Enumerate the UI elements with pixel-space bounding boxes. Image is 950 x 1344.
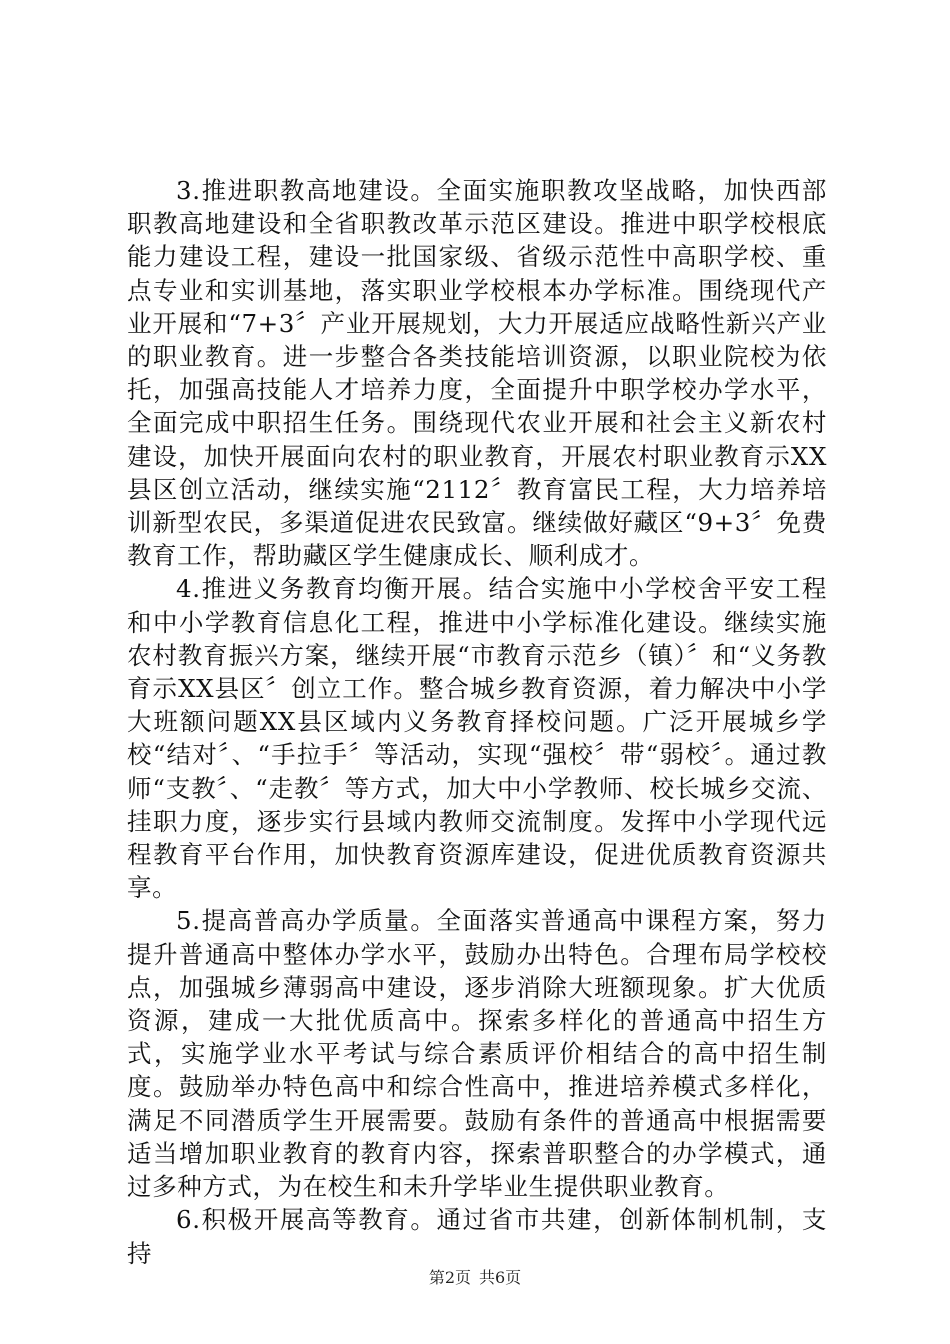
page-total: 共6页: [479, 1268, 522, 1287]
page-footer: [0, 1268, 950, 1288]
paragraph-higher-education: 6.积极开展高等教育。通过省市共建，创新体制机制，支持: [127, 1205, 827, 1268]
paragraph-vocational-education: 3.推进职教高地建设。全面实施职教攻坚战略，加快西部职教高地建设和全省职教改革示范区建设。推进中职学校根底能力建设工程，建设一批国家级、省级示范性中高职学校、重点专业和实训基地，落实职业学校根本办学标准。围绕现代产业开展和“7+3〞产业开展规划，大力开展适应战略性新兴产业的职业教育。进一步整合各类技能培训资源，以职业院校为依托，加强高技能人才培养力度，全面提升中职学校办学水平，全面完成中职招生任务。围绕现代农业开展和社会主义新农村建设，加快开展面向农村的职业教育，开展农村职业教育示XX县区创立活动，继续实施“2112〞教育富民工程，大力培养培训新型农民，多渠道促进农民致富。继续做好藏区“9+3〞免费教育工作，帮助藏区学生健康成长、顺利成才。: [127, 176, 827, 571]
body-text: [127, 174, 827, 1270]
paragraph-compulsory-education: 4.推进义务教育均衡开展。结合实施中小学校舍平安工程和中小学教育信息化工程，推进中小学标准化建设。继续实施农村教育振兴方案，继续开展“市教育示范乡（镇）〞和“义务教育示XX县区〞创立工作。整合城乡教育资源，着力解决中小学大班额问题XX县区域内义务教育择校问题。广泛开展城乡学校“结对〞、“手拉手〞等活动，实现“强校〞带“弱校〞。通过教师“支教〞、“走教〞等方式，加大中小学教师、校长城乡交流、挂职力度，逐步实行县域内教师交流制度。发挥中小学现代远程教育平台作用，加快教育资源库建设，促进优质教育资源共享。: [127, 574, 827, 903]
paragraph-high-school-quality: 5.提高普高办学质量。全面落实普通高中课程方案，努力提升普通高中整体办学水平，鼓励办出特色。合理布局学校校点，加强城乡薄弱高中建设，逐步消除大班额现象。扩大优质资源，建成一大批优质高中。探索多样化的普通高中招生方式，实施学业水平考试与综合素质评价相结合的高中招生制度。鼓励举办特色高中和综合性高中，推进培养模式多样化，满足不同潜质学生开展需要。鼓励有条件的普通高中根据需要适当增加职业教育的教育内容，探索普职整合的办学模式，通过多种方式，为在校生和未升学毕业生提供职业教育。: [127, 906, 827, 1202]
page-number: 第2页: [428, 1268, 471, 1287]
